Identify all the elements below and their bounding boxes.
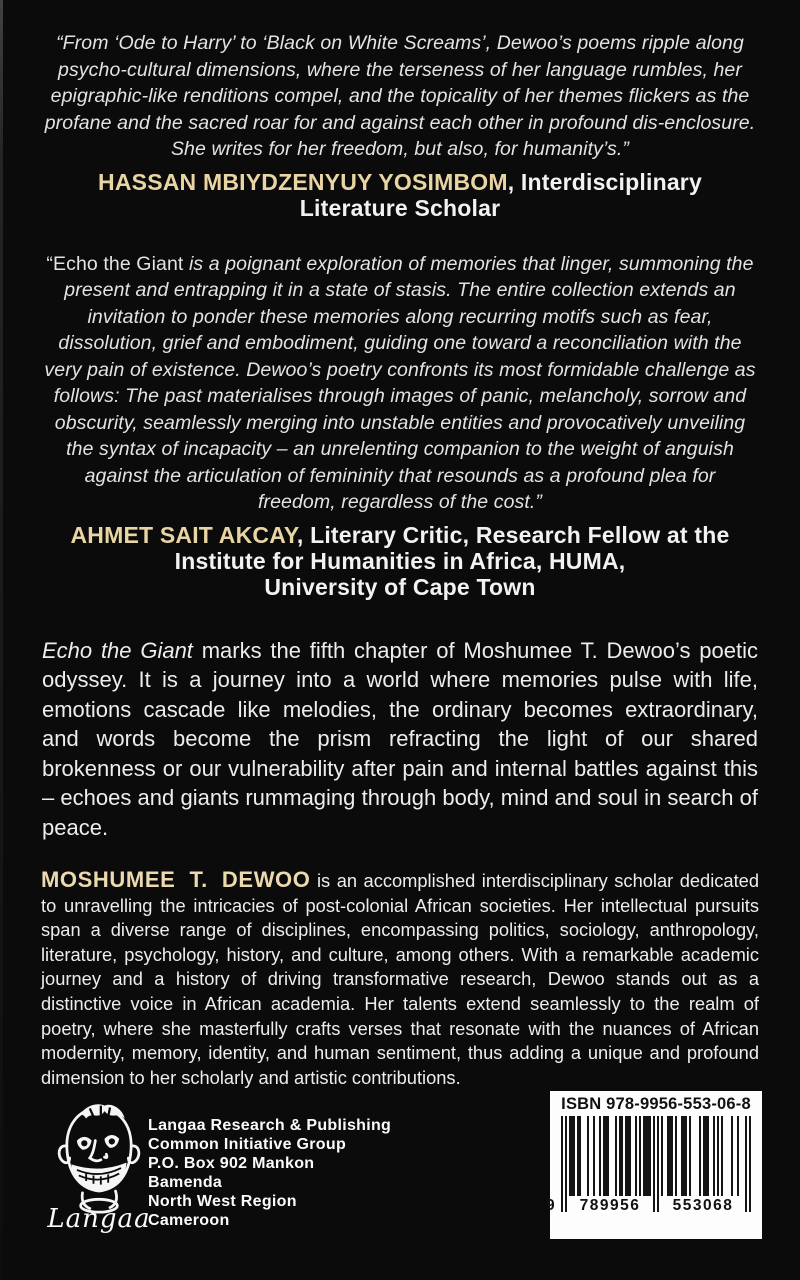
- publisher-address-line: Langaa Research & Publishing: [148, 1117, 392, 1134]
- barcode-digits-left: 789956: [579, 1197, 641, 1214]
- endorser-2-attribution: [40, 522, 760, 600]
- author-bio-body: is an accomplished interdisciplinary scholar dedicated to unravelling the intricacies of post-colonial African societies. Her intellectual pursuits span a diverse range of disciplines, encompassing politics, sociology, anthropology, literature, psychology, history, and culture, among others. With a remarkable academic journey and a history of driving transformative research, Dewoo stands out as a distinctive voice in African academia. Her talents extend seamlessly to the realm of poetry, where she masterfully crafts verses that resonate with the nuances of African modernity, memory, identity, and human sentiment, thus adding a unique and profound dimension to her scholarly and artistic contributions.: [41, 870, 759, 1088]
- endorser-2-line3: University of Cape Town: [264, 573, 536, 600]
- endorser-1-name: HASSAN MBIYDZENYUY YOSIMBOM: [98, 168, 508, 195]
- author-bio: [41, 868, 759, 1090]
- endorsement-quote-2-body: is a poignant exploration of memories that linger, summoning the present and entrapping it in a state of stasis. The entire collection extends an invitation to ponder these memories along recurring motifs such as fear, dissolution, grief and embodiment, guiding one toward a reconciliation with the very pain of existence. Dewoo’s poetry confronts its most formidable challenge as follows: The past materialises through images of panic, melancholy, sorrow and obscurity, seamlessly merging into unstable entities and provocatively unveiling the syntax of incapacity – an unrelenting companion to the weight of anguish against the articulation of femininity that resounds as a profound plea for freedom, regardless of the cost.”: [44, 252, 756, 513]
- endorser-2-line1: [40, 522, 760, 548]
- endorser-1-title-part: , Interdisciplinary: [507, 168, 702, 195]
- endorser-2-title-part: , Literary Critic, Research Fellow at the: [296, 521, 730, 548]
- book-description: [42, 636, 758, 843]
- publisher-address: [148, 1116, 391, 1230]
- barcode-digit-lead: 9: [546, 1197, 557, 1214]
- publisher-address-line: Bamenda: [148, 1174, 223, 1191]
- publisher-logo: [36, 1102, 162, 1234]
- endorser-1-line2: Literature Scholar: [299, 194, 501, 221]
- publisher-logo-word: Langaa: [47, 1204, 151, 1234]
- publisher-address-line: P.O. Box 902 Mankon: [148, 1155, 315, 1172]
- isbn-barcode-block: [546, 1091, 762, 1239]
- publisher-address-line: Common Initiative Group: [148, 1136, 347, 1153]
- ean13-barcode: [546, 1116, 751, 1232]
- book-title-mention: “Echo the Giant: [46, 252, 184, 275]
- endorsement-quote-1: “From ‘Ode to Harry’ to ‘Black on White Screams’, Dewoo’s poems ripple along psycho-cultural dimensions, where the terseness of her language rumbles, her epigraphic-like renditions compel, and the topicality of her themes flickers as the profane and the sacred roar for and against each other in profound dis-enclosure. She writes for her freedom, but also, for humanity’s.”: [44, 32, 756, 160]
- endorser-2-line2: Institute for Humanities in Africa, HUMA,: [174, 547, 626, 574]
- endorser-2-name: AHMET SAIT AKCAY: [70, 521, 297, 548]
- endorser-1-attribution: [40, 169, 760, 221]
- isbn-label: ISBN 978-9956-553-06-8: [561, 1095, 751, 1113]
- publisher-address-line: North West Region: [148, 1193, 297, 1210]
- barcode-digits-right: 553068: [672, 1197, 734, 1214]
- endorser-1-line1: [40, 169, 760, 195]
- book-description-body: marks the fifth chapter of Moshumee T. Dewoo’s poetic odyssey. It is a journey into a world where memories pulse with life, emotions cascade like melodies, the ordinary becomes extraordinary, and words become the prism refracting the light of our shared brokenness or our vulnerability after pain and internal battles against this – echoes and giants rummaging through body, mind and soul in search of peace.: [42, 637, 758, 840]
- footer: [0, 1088, 800, 1280]
- book-title-italic: Echo the Giant: [42, 637, 193, 663]
- endorsement-quote-2: [44, 251, 756, 516]
- publisher-address-line: Cameroon: [148, 1212, 230, 1229]
- author-name: MOSHUMEE T. DEWOO: [41, 867, 311, 892]
- langaa-mask-icon: [36, 1102, 162, 1214]
